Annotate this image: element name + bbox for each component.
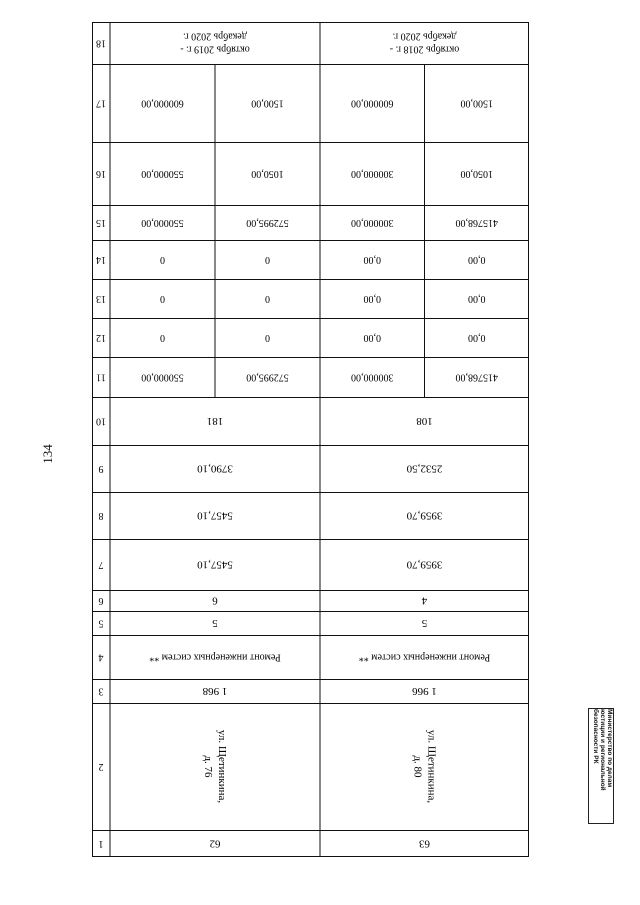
stamp-line-1: Министерство по делам [606, 709, 613, 788]
address-cell [412, 730, 438, 804]
row-number: 63 [419, 837, 430, 850]
cell-col17-a: 1500,00 [460, 97, 493, 109]
period-end: декабрь 2020 г. [183, 30, 247, 42]
column-number-17: 17 [96, 97, 106, 109]
column-number-10: 10 [96, 415, 106, 427]
cell-col17-a: 1500,00 [251, 97, 284, 109]
column-number-18: 18 [96, 37, 106, 49]
column-number-4: 4 [98, 651, 104, 663]
cell-col12-a: 0,00 [468, 332, 486, 343]
cell-col14-a: 0,00 [468, 254, 486, 265]
cell-col13-a: 0 [265, 293, 270, 304]
cell-col16-a: 1050,00 [251, 168, 284, 179]
column-number-14: 14 [96, 254, 106, 265]
cell-col14-b: 0 [160, 254, 165, 265]
address-cell [202, 730, 228, 804]
cell-col11-a: 415768,00 [455, 371, 498, 383]
cell-col12-b: 0 [160, 332, 165, 343]
row-number: 62 [209, 837, 221, 850]
page-number: 134 [40, 444, 55, 464]
address-cell-line: д. 76 [202, 755, 215, 778]
cell-col14-a: 0 [265, 254, 270, 265]
period-start: октябрь 2018 г. - [389, 43, 460, 55]
column-number-1: 1 [98, 838, 104, 849]
cell-col15-b: 550000,00 [141, 217, 184, 228]
address-cell-line: ул. Щетинкина, [215, 729, 228, 804]
cell-col17-b: 600000,00 [351, 97, 394, 109]
cell-col7: 5457,10 [197, 558, 233, 571]
cell-col10: 108 [416, 415, 433, 427]
cell-col10: 181 [206, 415, 224, 427]
cell-col6: 4 [421, 594, 428, 607]
cell-col11-a: 572995,00 [246, 371, 289, 383]
cell-col13-a: 0,00 [468, 293, 486, 304]
address-cell-line: ул. Щетинкина, [425, 729, 438, 804]
table-frame [93, 23, 529, 857]
register-table [92, 22, 532, 862]
cell-col5: 5 [212, 617, 218, 629]
column-number-12: 12 [96, 332, 106, 343]
cell-col11-b: 300000,00 [351, 371, 394, 383]
work-type-cell: Ремонт инженерных систем ** [149, 651, 281, 663]
stamp-line-2: юстиции и региональной [599, 709, 606, 791]
cell-col16-a: 1050,00 [460, 168, 493, 179]
cell-col14-b: 0,00 [363, 254, 381, 265]
cell-col5: 5 [421, 617, 428, 629]
cell-col6: 6 [212, 594, 218, 607]
cell-col8: 5457,10 [197, 509, 233, 522]
cell-col13-b: 0,00 [363, 293, 381, 304]
column-number-13: 13 [96, 293, 106, 304]
cell-col15-a: 572995,00 [246, 217, 289, 228]
stamp-line-3: безопасности РК [592, 709, 599, 764]
column-number-3: 3 [98, 685, 104, 697]
period-start: октябрь 2019 г. - [180, 43, 250, 55]
column-number-16: 16 [96, 168, 106, 179]
column-number-7: 7 [98, 559, 104, 570]
cell-col16-b: 300000,00 [351, 168, 394, 179]
cell-col15-b: 300000,00 [351, 217, 394, 228]
cell-col9: 3790,10 [197, 462, 233, 475]
period-end: декабрь 2020 г. [392, 30, 457, 42]
cell-col11-b: 550000,00 [141, 371, 184, 383]
cell-col12-b: 0,00 [363, 332, 381, 343]
column-number-2: 2 [98, 761, 104, 772]
cell-col13-b: 0 [160, 293, 165, 304]
work-type-cell: Ремонт инженерных систем ** [358, 651, 491, 663]
cell-col12-a: 0 [265, 332, 270, 343]
column-number-6: 6 [98, 595, 104, 606]
cell-col17-b: 600000,00 [141, 97, 184, 109]
cell-col7: 3959,70 [406, 558, 443, 571]
column-number-8: 8 [98, 510, 104, 521]
cell-col16-b: 550000,00 [141, 168, 184, 179]
registration-stamp [588, 708, 614, 824]
column-number-9: 9 [98, 463, 104, 474]
cell-col9: 2532,50 [406, 462, 443, 475]
column-number-15: 15 [96, 217, 106, 228]
cell-col8: 3959,70 [406, 509, 443, 522]
build-year-cell: 1 968 [202, 685, 228, 697]
cell-col15-a: 415768,00 [455, 217, 498, 228]
column-number-5: 5 [98, 617, 104, 629]
build-year-cell: 1 966 [412, 685, 437, 697]
address-cell-line: д. 80 [411, 755, 424, 778]
column-number-11: 11 [96, 371, 106, 383]
